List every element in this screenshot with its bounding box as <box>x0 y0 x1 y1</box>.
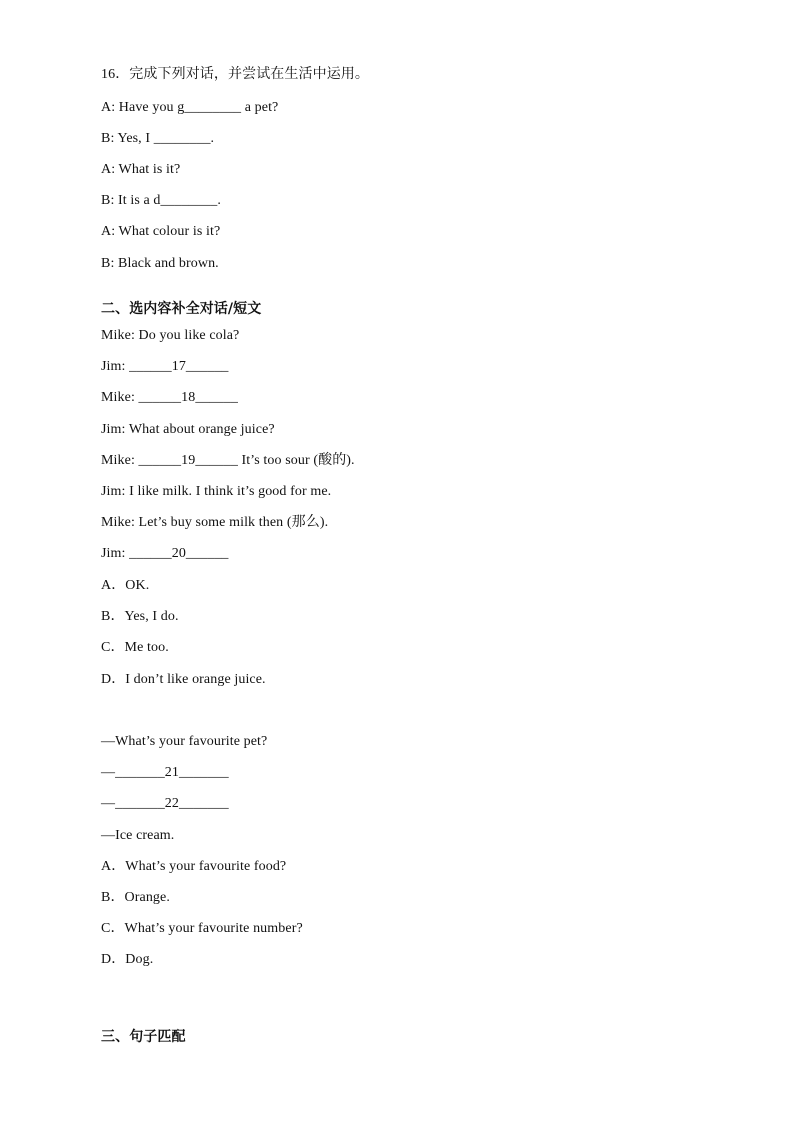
dialogue-line: Mike: ______18______ <box>101 390 238 405</box>
option-d: D．I don’t like orange juice. <box>101 672 266 687</box>
option-a: A．What’s your favourite food? <box>101 859 287 874</box>
option-d: D．Dog. <box>101 952 154 967</box>
dialogue-line: —What’s your favourite pet? <box>101 734 268 749</box>
dialogue-line: Jim: What about orange juice? <box>101 422 275 437</box>
option-b: B．Yes, I do. <box>101 609 179 624</box>
section-2-heading: 二、选内容补全对话/短文 <box>101 301 262 317</box>
dialogue-line: A: Have you g________ a pet? <box>101 100 279 115</box>
option-c: C．What’s your favourite number? <box>101 921 303 936</box>
dialogue-line: B: Black and brown. <box>101 256 219 271</box>
dialogue-line: A: What is it? <box>101 162 181 177</box>
dialogue-line: —Ice cream. <box>101 828 175 843</box>
dialogue-line: Mike: Do you like cola? <box>101 328 240 343</box>
dialogue-line: Jim: ______17______ <box>101 359 229 374</box>
dialogue-line: B: It is a d________. <box>101 193 221 208</box>
option-c: C．Me too. <box>101 640 169 655</box>
dialogue-line: Mike: ______19______ It’s too sour (酸的). <box>101 453 355 468</box>
question-16-title: 16．完成下列对话，并尝试在生活中运用。 <box>101 67 369 82</box>
dialogue-line: Jim: ______20______ <box>101 546 229 561</box>
dialogue-line: B: Yes, I ________. <box>101 131 215 146</box>
dialogue-line: Mike: Let’s buy some milk then (那么). <box>101 515 329 530</box>
section-3-heading: 三、句子匹配 <box>101 1029 186 1045</box>
option-a: A．OK. <box>101 578 150 593</box>
dialogue-line: Jim: I like milk. I think it’s good for me. <box>101 484 332 499</box>
dialogue-line: A: What colour is it? <box>101 224 221 239</box>
option-b: B．Orange. <box>101 890 170 905</box>
dialogue-line: —_______22_______ <box>101 796 229 811</box>
dialogue-line: —_______21_______ <box>101 765 229 780</box>
